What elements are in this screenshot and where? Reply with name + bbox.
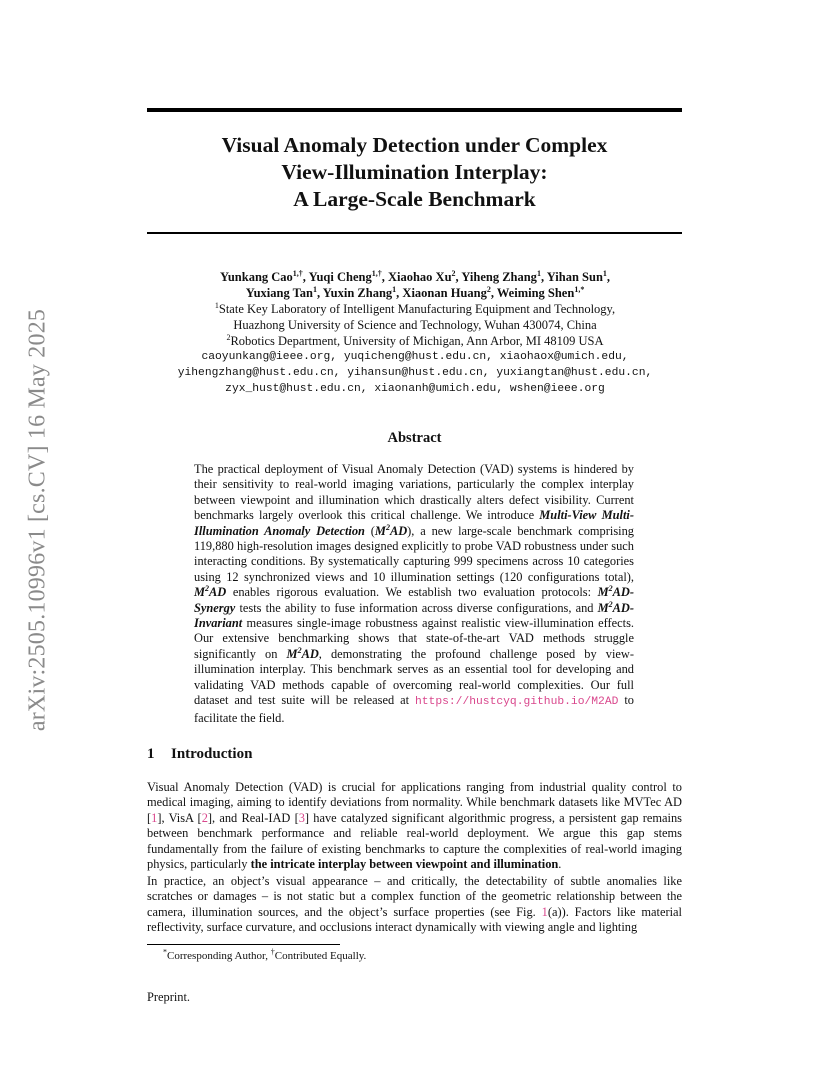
affiliation-1-line-2: Huazhong University of Science and Technology, Wuhan 430074, China: [233, 318, 597, 332]
author-name: Yunkang Cao: [219, 270, 293, 284]
title-line-3: A Large-Scale Benchmark: [293, 187, 536, 211]
footnote: *Corresponding Author, †Contributed Equally.: [163, 947, 367, 962]
author-name: Yuqi Cheng: [308, 270, 372, 284]
citation-link[interactable]: 2: [201, 810, 208, 825]
author-block: [160, 269, 670, 397]
email-line-3: zyx_hust@hust.edu.cn, xiaonanh@umich.edu, wshen@ieee.org: [225, 383, 605, 395]
citation-link[interactable]: 3: [298, 810, 305, 825]
project-url-link[interactable]: https://hustcyq.github.io/M2AD: [415, 696, 619, 709]
author-name: Xiaonan Huang: [402, 286, 487, 300]
author-name: Weiming Shen: [496, 286, 575, 300]
intro-paragraph-2: In practice, an object’s visual appearance – and critically, the detectability of subtle anomalies like scratches or damages – is not static but a complex function of the geometric relationship between the camera, illumination sources, and the object’s surface properties (see Fig. 1(a)). Factors like material reflectivity, surface curvature, and occlusions interact dynamically with viewing angle and lighting: [147, 874, 682, 935]
author-name: Xiaohao Xu: [387, 270, 452, 284]
benchmark-full-name: Multi-View Multi-Illumination Anomaly Detection: [194, 508, 634, 538]
abstract-body: The practical deployment of Visual Anomaly Detection (VAD) systems is hindered by their sensitivity to real-world imaging variations, particularly the complex interplay between viewpoint and illumination which drastically alters defect visibility. Current benchmarks largely overlook this critical challenge. We introduce Multi-View Multi-Illumination Anomaly Detection $(M^2AD)$, a new large-scale benchmark comprising 119,880 high-resolution images designed explicitly to probe VAD robustness under such interacting conditions. By systematically capturing 999 specimens across 10 categories using 12 synchronized views and 10 illumination settings (120 configurations total), $M^2AD$ enables rigorous evaluation. We establish two evaluation protocols: $M^2AD$-Synergy tests the ability to fuse information across diverse configurations, and $M^2AD$-Invariant measures single-image robustness against realistic view-illumination effects. Our extensive benchmarking shows that state-of-the-art VAD methods struggle significantly on $M^2AD$, demonstrating the profound challenge posed by view-illumination interplay. This benchmark serves as an essential tool for developing and validating VAD methods capable of overcoming real-world complexities. Our full dataset and test suite will be released at https://hustcyq.github.io/M2AD to facilitate the field.: [194, 462, 634, 725]
arxiv-side-label: arXiv:2505.10996v1 [cs.CV] 16 May 2025: [24, 308, 51, 732]
figure-reference-link[interactable]: 1: [541, 904, 548, 919]
affiliation-1: $^1$State Key Laboratory of Intelligent Manufacturing Equipment and Technology,: [214, 300, 616, 316]
preprint-label: Preprint.: [147, 990, 191, 1004]
protocol-synergy: AD-Synergy: [194, 585, 634, 615]
section-number: 1: [147, 746, 155, 762]
paper-title: [147, 132, 682, 213]
email-line-1: caoyunkang@ieee.org, yuqicheng@hust.edu.cn, xiaohaox@umich.edu,: [201, 351, 629, 363]
author-name: Yiheng Zhang: [461, 270, 537, 284]
citation-link[interactable]: 1: [151, 810, 158, 825]
author-name: Yuxin Zhang: [322, 286, 393, 300]
section-title: Introduction: [171, 746, 253, 762]
author-names-line-1: Yunkang Cao$^{1,\dagger}$, Yuqi Cheng$^{1,\dagger}$, Xiaohao Xu$^2$, Yiheng Zhang$^1$, Yihan Sun$^1$,: [219, 268, 611, 284]
title-bottom-rule: [147, 232, 682, 234]
section-heading-introduction: [147, 746, 252, 763]
emphasis-text: the intricate interplay between viewpoint and illumination: [250, 857, 559, 872]
author-name: Yihan Sun: [546, 270, 603, 284]
protocol-invariant: AD-Invariant: [194, 600, 634, 631]
title-line-2: View-Illumination Interplay:: [281, 160, 548, 184]
author-names-line-2: Yuxiang Tan$^1$, Yuxin Zhang$^1$, Xiaonan Huang$^2$, Weiming Shen$^{1,*}$: [245, 284, 585, 300]
abstract-heading: Abstract: [387, 430, 442, 446]
intro-paragraph-1: Visual Anomaly Detection (VAD) is crucial for applications ranging from industrial quality control to medical imaging, aiming to identify deviations from normality. While benchmark datasets like MVTec AD [1], VisA [2], and Real-IAD [3] have catalyzed significant algorithmic progress, a persistent gap remains between benchmark performance and reliable real-world deployment. We argue this gap stems fundamentally from the failure of existing benchmarks to capture the complexities of real-world imaging physics, particularly the intricate interplay between viewpoint and illumination.: [147, 780, 682, 872]
title-line-1: Visual Anomaly Detection under Complex: [221, 133, 608, 157]
top-rule: [147, 108, 682, 112]
footnote-rule: [147, 944, 340, 945]
affiliation-2: $^2$Robotics Department, University of Michigan, Ann Arbor, MI 48109 USA: [226, 332, 604, 348]
author-name: Yuxiang Tan: [245, 286, 313, 300]
email-line-2: yihengzhang@hust.edu.cn, yihansun@hust.edu.cn, yuxiangtan@hust.edu.cn,: [177, 367, 653, 379]
